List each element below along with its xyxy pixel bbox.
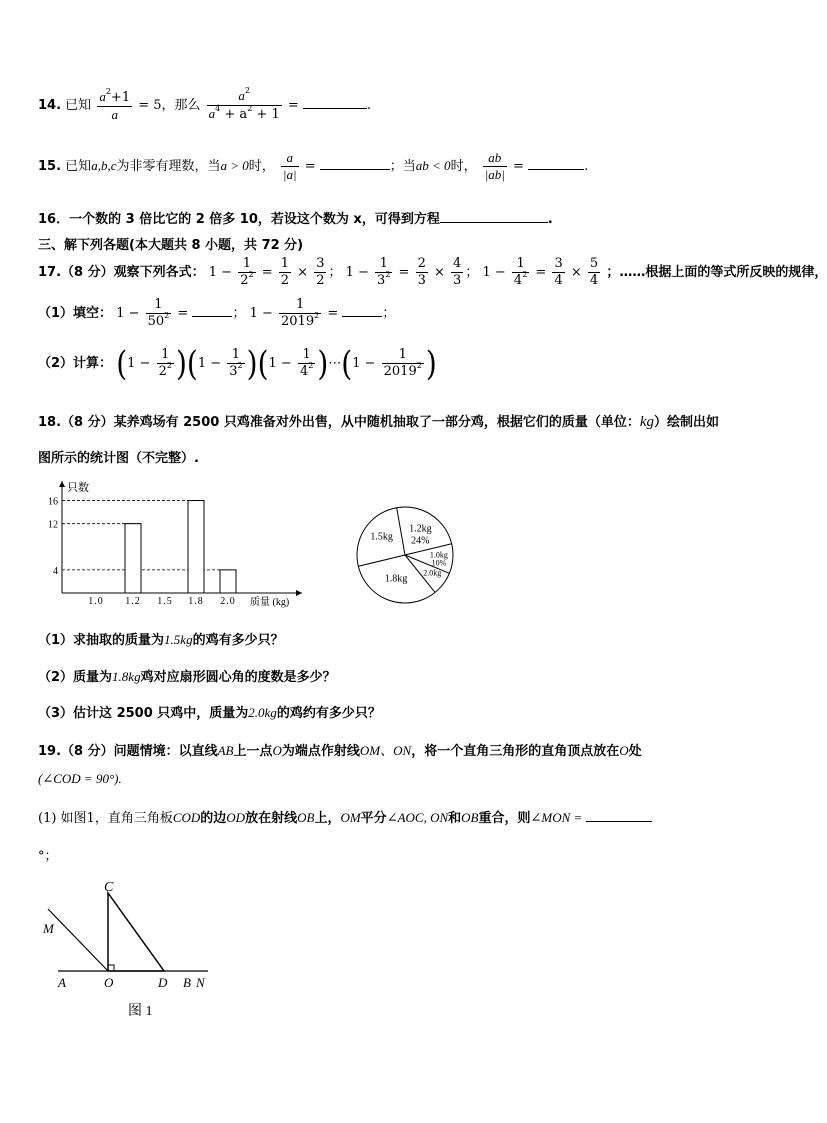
label-N: N	[196, 975, 205, 990]
pie-label-1.5kg: 1.5kg	[370, 531, 393, 543]
label-M: M	[43, 921, 54, 936]
question-18-part-2: （2）质量为1.8kg鸡对应扇形圆心角的度数是多少？	[38, 669, 336, 685]
question-18-line-2: 图所示的统计图（不完整）.	[38, 451, 199, 466]
answer-blank-15a[interactable]	[320, 157, 390, 170]
right-angle-mark	[108, 965, 114, 971]
label-C: C	[104, 880, 114, 895]
x-axis-label: 质量 (kg)	[250, 597, 290, 608]
answer-blank-16[interactable]	[440, 210, 548, 223]
bar-1.2	[125, 524, 141, 593]
y-axis-label: 只数	[67, 482, 89, 494]
y-tick-label: 12	[48, 519, 58, 531]
x-tick-label: 1.8	[188, 596, 204, 607]
question-15: 15. 已知a,b,c为非零有理数，当a > 0时， $\frac{a}{|a|}$ = ；当ab < 0时， $\frac{ab}{|ab|}$ = .	[38, 150, 589, 182]
x-tick-label: 2.0	[220, 596, 236, 607]
label-B: B	[183, 975, 191, 990]
answer-blank-17a[interactable]	[192, 304, 232, 317]
y-tick-label: 4	[53, 565, 58, 577]
x-tick-label: 1.0	[88, 596, 104, 607]
fraction-a2-over-a4: $\frac{a^2}{a^4 + a^2 + 1}$	[208, 86, 280, 122]
pie-percent-1.0kg: 10%	[431, 558, 447, 568]
question-19-line-2: (∠COD = 90°).	[38, 771, 122, 786]
section-3-heading: 三、解下列各题(本大题共 8 小题，共 72 分)	[38, 238, 304, 253]
label-D: D	[158, 975, 168, 990]
bar-chart	[40, 475, 315, 610]
ray-OM	[48, 909, 108, 971]
x-axis-arrow	[296, 590, 302, 596]
figure-caption: 图 1	[128, 1004, 153, 1019]
bar-2.0	[220, 570, 236, 593]
answer-blank-14[interactable]	[303, 96, 367, 109]
y-axis-arrow	[59, 481, 65, 487]
fraction-ab-over-abs-ab: $\frac{ab}{|ab|}$	[484, 150, 505, 182]
question-17-part-2: （2）计算： (1 − $\frac{1}{2^2}$ )(1 − $\frac{1}{3^2}$ )(1 − $\frac{1}{4^2}$ )⋯(1 − $\frac{1}{2019^2}$ )	[38, 343, 437, 383]
pie-label-1.2kg: 1.2kg	[409, 523, 432, 535]
x-tick-label: 1.5	[157, 596, 173, 607]
question-16: 16．一个数的 3 倍比它的 2 倍多 10，若设这个数为 x，可得到方程 .	[38, 212, 553, 227]
bar-1.8	[188, 501, 204, 593]
question-18-part-3: （3）估计这 2500 只鸡中，质量为2.0kg的鸡约有多少只？	[38, 705, 381, 721]
answer-blank-19[interactable]	[586, 809, 652, 822]
fraction-a-over-abs-a: $\frac{a}{|a|}$	[282, 150, 297, 182]
figure-1	[38, 875, 228, 1025]
label-O: O	[104, 975, 114, 990]
pie-percent-1.2kg: 24%	[411, 535, 430, 547]
question-18-part-1: （1）求抽取的质量为1.5kg的鸡有多少只？	[38, 632, 284, 648]
pie-label-1.8kg: 1.8kg	[384, 573, 408, 585]
pie-label-2.0kg: 2.0kg	[423, 568, 442, 578]
question-19-line-1: 19.（8 分）问题情境：以直线AB上一点O为端点作射线OM、ON，将一个直角三角形的直角顶点放在O处	[38, 743, 642, 759]
triangle-COD	[108, 893, 164, 971]
question-17: 17.（8 分）观察下列各式： 1 − $\frac{1}{2^2}$ = $\frac{1}{2}$ × $\frac{3}{2}$ ； 1 − $\frac{1}{3^2}$ = $\frac{2}{3}$ × $\frac{4}{3}$ ； 1 − $\frac{1}{4^2}$ = $\frac{3}{4}$ × $\frac{5}{4}$ ；……根据上面的等式所反映的规律，	[38, 256, 827, 288]
question-14: 14. 已知 $\frac{a^2+1}{a}$ = 5，那么 $\frac{a^2}{a^4 + a^2 + 1}$ = .	[38, 86, 372, 122]
degree-mark: °；	[38, 849, 58, 864]
label-A: A	[58, 975, 66, 990]
y-tick-label: 16	[48, 496, 58, 508]
answer-blank-17b[interactable]	[342, 304, 382, 317]
x-tick-label: 1.2	[125, 596, 141, 607]
question-17-part-1: （1）填空： 1 − $\frac{1}{50^2}$ = ； 1 − $\frac{1}{2019^2}$ = ；	[38, 297, 396, 329]
fraction-a2plus1-over-a: $\frac{a^2+1}{a}$	[99, 86, 131, 122]
pie-chart	[350, 505, 470, 610]
pie-label-1.0kg: 1.0kg	[429, 550, 448, 560]
question-19-part-1: (1) 如图1，直角三角板COD的边OD放在射线OB上，OM平分∠AOC, ON和OB重合，则∠MON =	[38, 807, 652, 826]
answer-blank-15b[interactable]	[528, 157, 584, 170]
question-18-line-1: 18.（8 分）某养鸡场有 2500 只鸡准备对外出售，从中随机抽取了一部分鸡，根据它们的质量（单位：kg）绘制出如	[38, 414, 720, 430]
